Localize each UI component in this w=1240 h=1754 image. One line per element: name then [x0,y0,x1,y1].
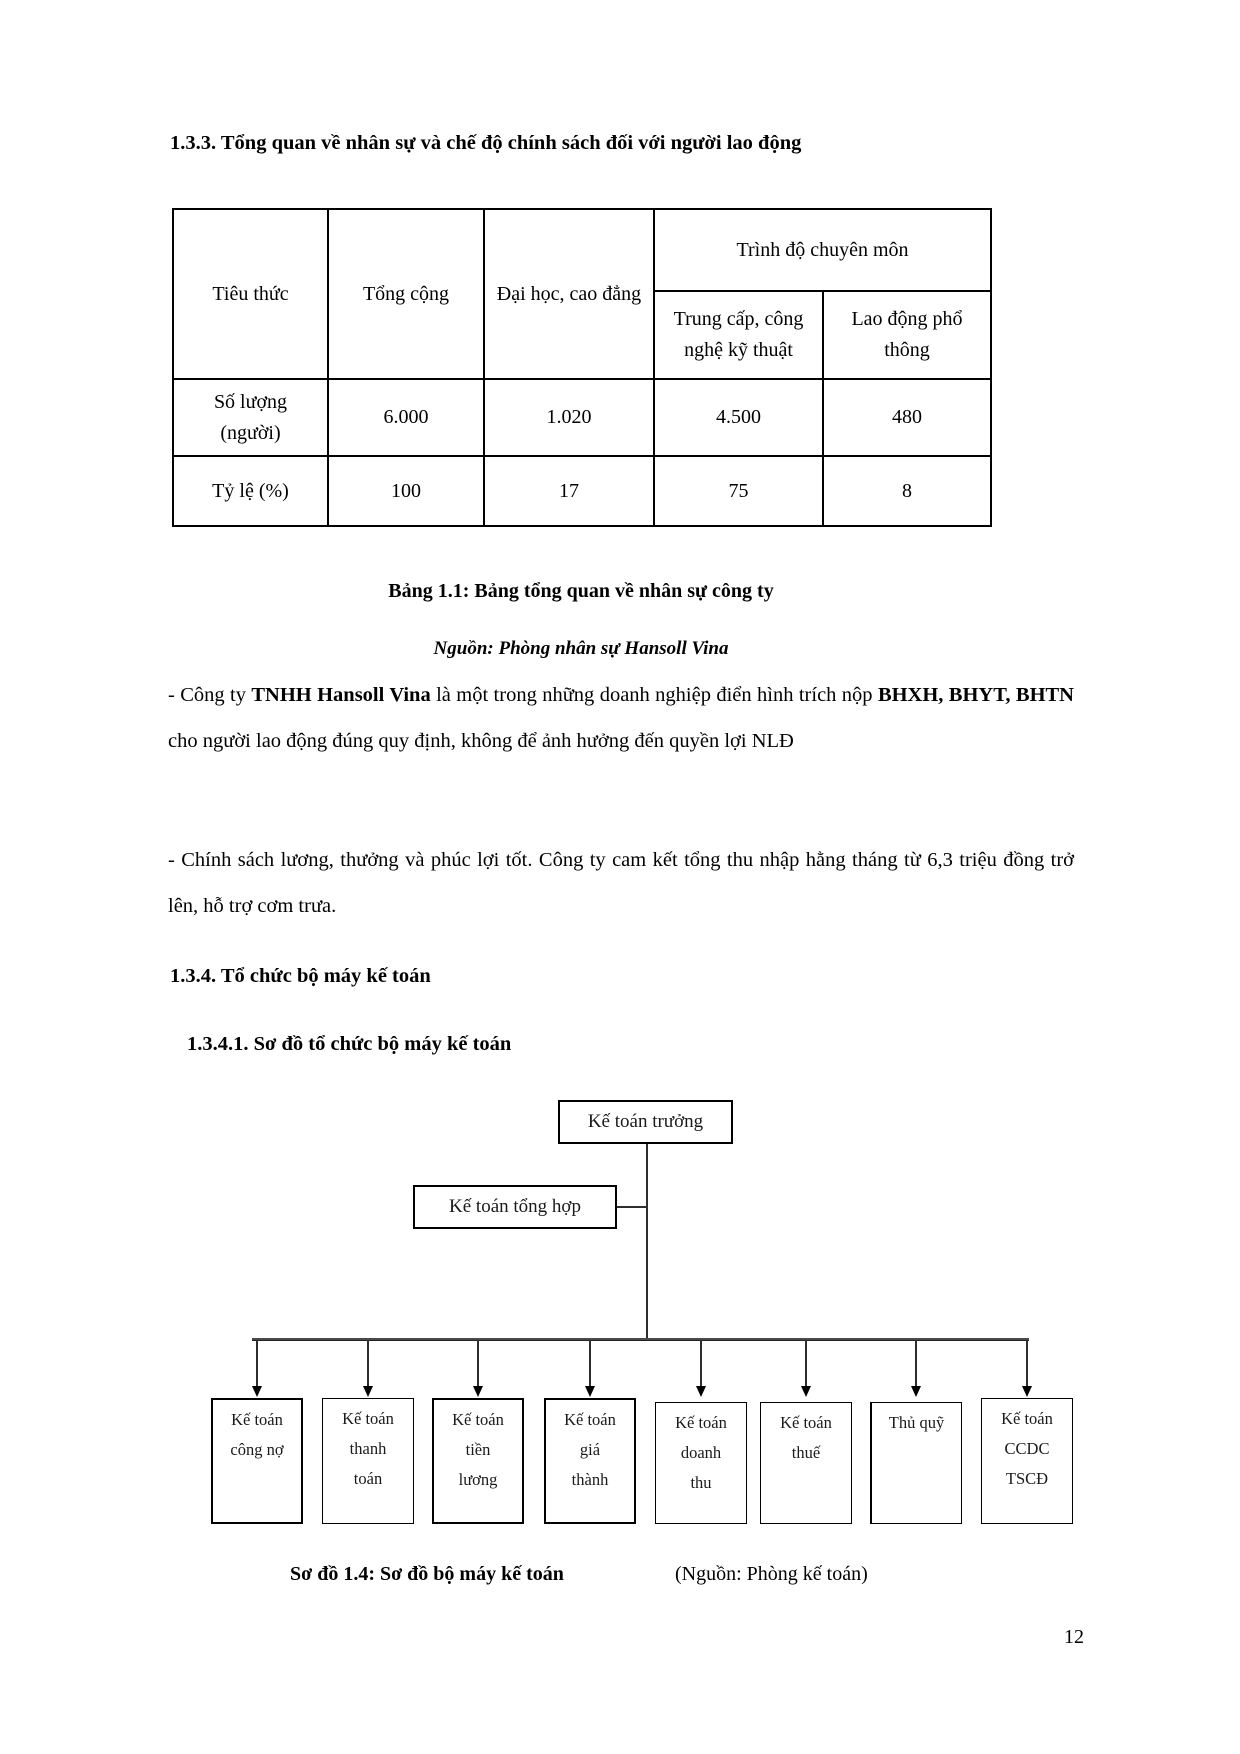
org-box-cost: Kế toán giá thành [544,1398,636,1524]
arrow-stem [1026,1340,1028,1386]
org-box-tax: Kế toán thuế [760,1402,852,1524]
arrow-down-icon [363,1386,373,1397]
org-box-general-accountant: Kế toán tổng hợp [413,1185,617,1229]
paragraph-salary-policy: - Chính sách lương, thưởng và phúc lợi tốt. Công ty cam kết tổng thu nhập hằng tháng từ 6,3 triệu đồng trở lên, hỗ trợ cơm trưa. [168,849,1074,917]
row-label-ratio: Tỷ lệ (%) [173,456,328,526]
table-caption: Bảng 1.1: Bảng tổng quan về nhân sự công ty [388,580,774,602]
org-box-payments: Kế toán thanh toán [322,1398,414,1524]
diagram-source: (Nguồn: Phòng kế toán) [675,1563,868,1585]
org-box-revenue: Kế toán doanh thu [655,1402,747,1524]
paragraph-text: là một trong những doanh nghiệp điển hình trích nộp [430,684,878,706]
section-heading-1-3-4-1: 1.3.4.1. Sơ đồ tổ chức bộ máy kế toán [187,1033,512,1055]
arrow-stem [477,1340,479,1386]
page-number: 12 [1064,1626,1084,1648]
staff-table-wrapper [172,208,992,527]
table-row [173,379,991,456]
arrow-stem [915,1340,917,1386]
arrow-stem [589,1340,591,1386]
table-source: Nguồn: Phòng nhân sự Hansoll Vina [433,638,729,659]
arrow-down-icon [585,1386,595,1397]
arrow-down-icon [252,1386,262,1397]
table-header-general-labor: Lao động phổ thông [823,291,991,379]
cell-ratio-intermediate: 75 [654,456,823,526]
arrow-down-icon [696,1386,706,1397]
paragraph-text: - Công ty [168,684,252,706]
cell-quantity-intermediate: 4.500 [654,379,823,456]
arrow-stem [805,1340,807,1386]
arrow-down-icon [801,1386,811,1397]
company-name-bold: TNHH Hansoll Vina [251,684,431,706]
table-header-qualification: Trình độ chuyên môn [654,209,991,291]
cell-quantity-university: 1.020 [484,379,654,456]
cell-quantity-total: 6.000 [328,379,484,456]
distribution-line [252,1338,1029,1341]
table-row [173,456,991,526]
paragraph-text: cho người lao động đúng quy định, không để ảnh hưởng đến quyền lợi NLĐ [168,730,794,752]
arrow-stem [256,1340,258,1386]
org-box-tools-assets: Kế toán CCDC TSCĐ [981,1398,1073,1524]
table-header-university: Đại học, cao đẳng [484,209,654,379]
section-heading-1-3-4: 1.3.4. Tổ chức bộ máy kế toán [170,965,431,987]
section-heading-1-3-3: 1.3.3. Tổng quan về nhân sự và chế độ chính sách đối với người lao động [170,132,802,154]
cell-ratio-general: 8 [823,456,991,526]
org-box-treasurer: Thủ quỹ [870,1402,962,1524]
arrow-stem [700,1340,702,1386]
arrow-stem [367,1340,369,1386]
cell-ratio-university: 17 [484,456,654,526]
connector-vertical-line [646,1144,648,1340]
cell-ratio-total: 100 [328,456,484,526]
table-header-intermediate: Trung cấp, công nghệ kỹ thuật [654,291,823,379]
arrow-down-icon [473,1386,483,1397]
org-box-payroll: Kế toán tiền lương [432,1398,524,1524]
org-box-chief-accountant: Kế toán trưởng [558,1100,733,1144]
cell-quantity-general: 480 [823,379,991,456]
arrow-down-icon [911,1386,921,1397]
arrow-down-icon [1022,1386,1032,1397]
connector-horizontal-stub [617,1206,646,1208]
insurance-abbrev-bold: BHXH, BHYT, BHTN [877,684,1074,706]
diagram-caption: Sơ đồ 1.4: Sơ đồ bộ máy kế toán [290,1563,564,1585]
paragraph-insurance [168,672,1074,764]
staff-overview-table [172,208,992,527]
table-header-criteria: Tiêu thức [173,209,328,379]
org-box-receivables: Kế toán công nợ [211,1398,303,1524]
table-header-total: Tổng cộng [328,209,484,379]
row-label-quantity: Số lượng (người) [173,379,328,456]
